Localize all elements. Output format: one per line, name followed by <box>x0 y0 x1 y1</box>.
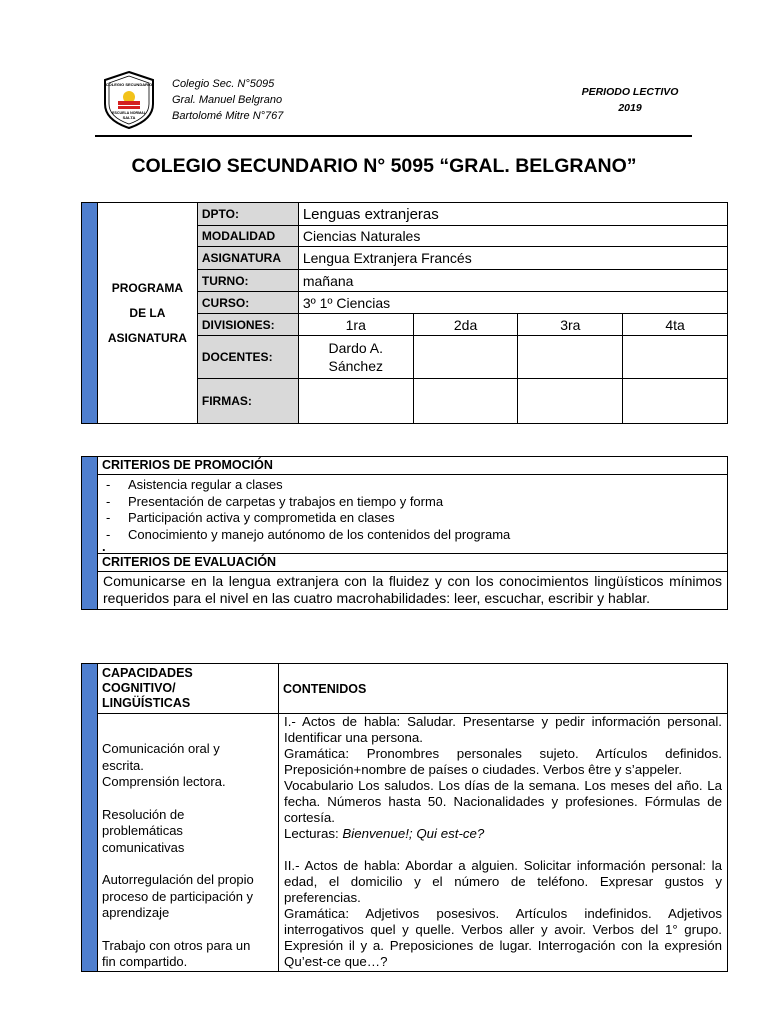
asignatura-value: Lengua Extranjera Francés <box>298 247 727 270</box>
capacidad-line: proceso de participación y <box>102 888 254 904</box>
capacidad-line: problemáticas <box>102 823 183 838</box>
unit2-gramatica: Gramática: Adjetivos posesivos. Artículos indefinidos. Adjetivos interrogativos quel y quelle. Verbos aller y avoir. Verbos del 1° grupo. Expresión il y a. Preposiciones de lugar. Interrogación con la expresión Qu’est-ce que…? <box>284 906 722 969</box>
docente-1: Dardo A. Sánchez <box>298 336 413 379</box>
evaluacion-title: CRITERIOS DE EVALUACIÓN <box>98 554 728 572</box>
promocion-title: CRITERIOS DE PROMOCIÓN <box>98 457 728 475</box>
school-logo <box>101 70 157 130</box>
header-divider <box>95 135 692 137</box>
curso-value: 3º 1º Ciencias <box>298 292 727 314</box>
capacidad-line: fin compartido. <box>102 954 188 969</box>
turno-label: TURNO: <box>197 270 298 292</box>
contenidos-body <box>279 714 728 972</box>
dpto-value: Lenguas extranjeras <box>298 203 727 226</box>
division-1: 1ra <box>298 314 413 336</box>
unit1-lecturas: Lecturas: Bienvenue!; Qui est-ce? <box>284 826 485 841</box>
capacidades-list <box>98 714 279 972</box>
periodo-label: PERIODO LECTIVO <box>581 86 679 98</box>
capacidad-line: escrita. <box>102 757 144 773</box>
docente-4 <box>623 336 728 379</box>
list-dot: . <box>102 539 106 554</box>
periodo-year: 2019 <box>618 102 642 114</box>
firma-2 <box>413 379 518 424</box>
page-title: COLEGIO SECUNDARIO N° 5095 “GRAL. BELGRANO” <box>131 155 637 177</box>
capacidad-line: Trabajo con otros para un <box>102 937 251 953</box>
divisiones-label: DIVISIONES: <box>197 314 298 336</box>
division-2: 2da <box>413 314 518 336</box>
school-line-3: Bartolomé Mitre N°767 <box>172 110 284 122</box>
unit1-vocabulario: Vocabulario Los saludos. Los días de la semana. Los meses del año. La fecha. Números hasta 50. Nacionalidades y profesiones. Fórmulas de cortesía. <box>284 778 722 825</box>
docente-3 <box>518 336 623 379</box>
capacidad-line: Autorregulación del propio <box>102 872 254 887</box>
capacidad-line: Comunicación oral y <box>102 741 220 756</box>
division-4: 4ta <box>623 314 728 336</box>
firma-3 <box>518 379 623 424</box>
unit1-actos: I.- Actos de habla: Saludar. Presentarse y pedir información personal. Identificar una persona. <box>284 714 722 745</box>
firmas-label: FIRMAS: <box>197 379 298 424</box>
firma-1 <box>298 379 413 424</box>
capacidad-line: comunicativas <box>102 839 185 855</box>
list-item: - Conocimiento y manejo autónomo de los contenidos del programa <box>102 527 723 544</box>
modalidad-label: MODALIDAD <box>197 226 298 247</box>
modalidad-value: Ciencias Naturales <box>298 226 727 247</box>
accent-bar-2 <box>82 457 98 610</box>
unit1-gramatica: Gramática: Pronombres personales sujeto. Artículos definidos. Preposición+nombre de países o ciudades. Verbos être y s’appeler. <box>284 746 722 777</box>
contenidos-header: CONTENIDOS <box>279 664 728 714</box>
turno-value: mañana <box>298 270 727 292</box>
list-item: - Asistencia regular a clases <box>102 477 723 494</box>
school-line-2: Gral. Manuel Belgrano <box>172 94 283 106</box>
periodo-lectivo <box>570 84 690 116</box>
capacidad-line: aprendizaje <box>102 905 170 920</box>
capacidades-header: CAPACIDADES COGNITIVO/ LINGÜÍSTICAS <box>98 664 279 714</box>
criterios-table <box>81 456 728 610</box>
docentes-label: DOCENTES: <box>197 336 298 379</box>
logo-bottom-text: ESCUELA NORMAL <box>112 111 146 115</box>
curso-label: CURSO: <box>197 292 298 314</box>
docente-2 <box>413 336 518 379</box>
evaluacion-text: Comunicarse en la lengua extranjera con la fluidez y con los conocimientos lingüísticos mínimos requeridos para el nivel en las cuatro macrohabilidades: leer, escuchar, escribir y hablar. <box>98 572 728 610</box>
school-info <box>172 76 283 124</box>
division-3: 3ra <box>518 314 623 336</box>
capacidad-line: Comprensión lectora. <box>102 774 226 789</box>
list-item: - Participación activa y comprometida en clases <box>102 510 723 527</box>
list-item: - Presentación de carpetas y trabajos en tiempo y forma <box>102 494 723 511</box>
capacidad-line: Resolución de <box>102 806 185 822</box>
logo-top-text: COLEGIO SECUNDARIO <box>105 82 153 87</box>
programa-label: PROGRAMA DE LA ASIGNATURA <box>97 203 197 424</box>
dpto-label: DPTO: <box>197 203 298 226</box>
contenidos-table <box>81 663 728 972</box>
unit2-actos: II.- Actos de habla: Abordar a alguien. Solicitar información personal: la edad, el domicilio y el número de teléfono. Expresar gustos y preferencias. <box>284 858 722 905</box>
programa-table <box>81 202 728 424</box>
promocion-list <box>98 475 728 554</box>
logo-city: SALTA <box>122 115 136 120</box>
accent-bar <box>82 203 98 424</box>
accent-bar-3 <box>82 664 98 972</box>
firma-4 <box>623 379 728 424</box>
school-line-1: Colegio Sec. N°5095 <box>172 78 275 90</box>
asignatura-label: ASIGNATURA <box>197 247 298 270</box>
